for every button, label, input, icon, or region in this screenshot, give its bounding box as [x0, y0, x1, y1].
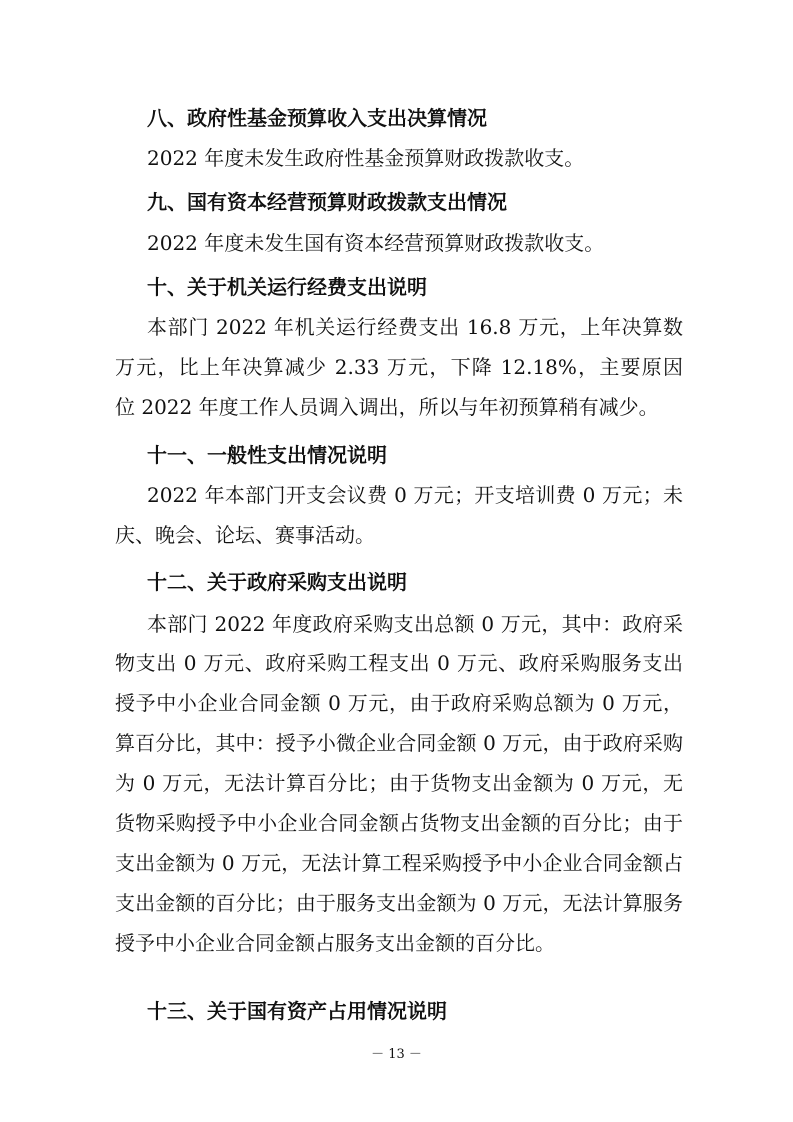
- page-number: － 13 －: [371, 1047, 422, 1062]
- paragraph-line: 本部门 2022 年度政府采购支出总额 0 万元，其中：政府采: [147, 612, 683, 636]
- paragraph-line: 2022 年度未发生国有资本经营预算财政拨款收支。: [147, 231, 605, 255]
- section-heading: 十三、关于国有资产占用情况说明: [147, 999, 447, 1023]
- paragraph-line: 算百分比，其中：授予小微企业合同金额 0 万元，由于政府采购: [115, 731, 683, 755]
- paragraph-line: 授予中小企业合同金额占服务支出金额的百分比。: [115, 931, 555, 955]
- paragraph-line: 2022 年本部门开支会议费 0 万元；开支培训费 0 万元；未: [147, 483, 683, 507]
- paragraph-line: 2022 年度未发生政府性基金预算财政拨款收支。: [147, 146, 585, 170]
- paragraph-line: 支出金额为 0 万元，无法计算工程采购授予中小企业合同金额占: [115, 851, 683, 875]
- section-heading: 八、政府性基金预算收入支出决算情况: [147, 106, 487, 130]
- section-heading: 十二、关于政府采购支出说明: [147, 570, 407, 594]
- section-heading: 九、国有资本经营预算财政拨款支出情况: [147, 190, 507, 214]
- paragraph-line: 庆、晚会、论坛、赛事活动。: [115, 523, 375, 547]
- paragraph-line: 本部门 2022 年机关运行经费支出 16.8 万元，上年决算数: [147, 315, 683, 339]
- section-heading: 十一、一般性支出情况说明: [147, 443, 387, 467]
- paragraph-line: 为 0 万元，无法计算百分比；由于货物支出金额为 0 万元，无: [115, 771, 683, 795]
- paragraph-line: 货物采购授予中小企业合同金额占货物支出金额的百分比；由于: [115, 811, 683, 835]
- paragraph-line: 授予中小企业合同金额 0 万元，由于政府采购总额为 0 万元，: [115, 691, 683, 715]
- section-heading: 十、关于机关运行经费支出说明: [147, 275, 427, 299]
- paragraph-line: 物支出 0 万元、政府采购工程支出 0 万元、政府采购服务支出: [115, 651, 683, 675]
- paragraph-line: 支出金额的百分比；由于服务支出金额为 0 万元，无法计算服务: [115, 891, 683, 915]
- paragraph-line: 万元，比上年决算减少 2.33 万元，下降 12.18%，主要原因: [115, 355, 683, 379]
- paragraph-line: 位 2022 年度工作人员调入调出，所以与年初预算稍有减少。: [115, 395, 659, 419]
